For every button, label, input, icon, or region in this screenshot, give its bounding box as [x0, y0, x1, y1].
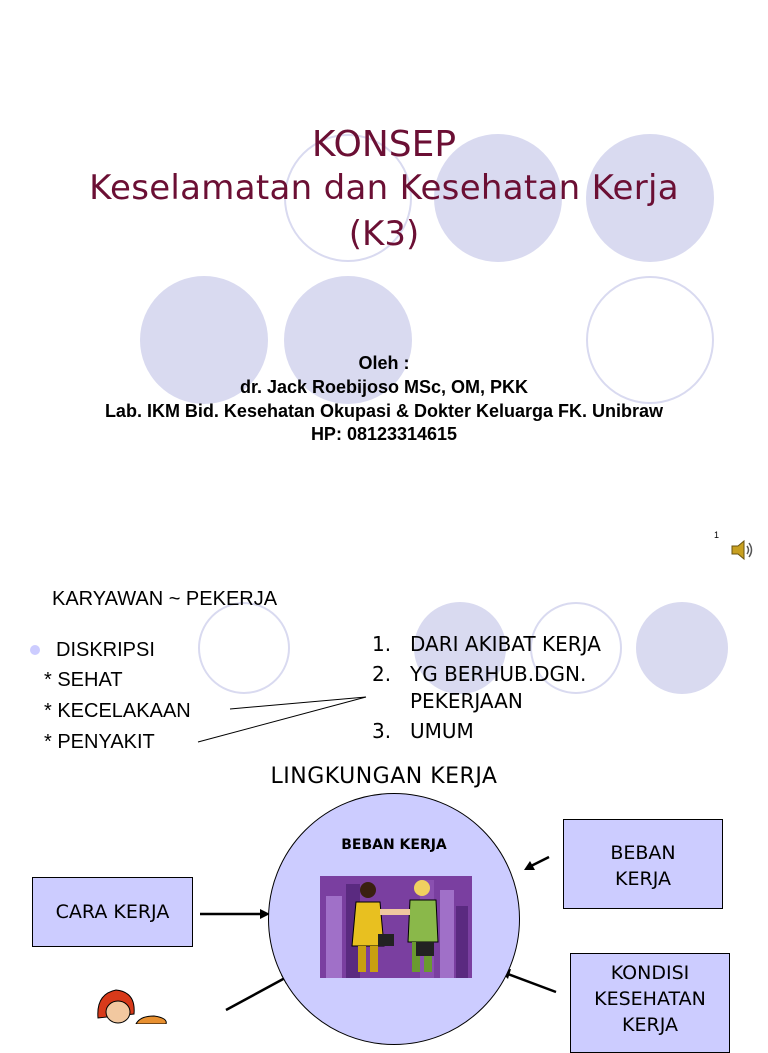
by-label: Oleh : [358, 353, 410, 373]
author-phone: HP: 08123314615 [310, 424, 458, 444]
numbered-item-number: 2. [372, 662, 392, 686]
slide-heading: KARYAWAN ~ PEKERJA [52, 588, 278, 610]
list-item: * PENYAKIT [44, 731, 155, 753]
author-affiliation: Lab. IKM Bid. Kesehatan Okupasi & Dokter Keluarga FK. Unibraw [104, 401, 664, 421]
page-number: 1 [714, 530, 720, 540]
author-name: dr. Jack Roebijoso MSc, OM, PKK [239, 377, 529, 397]
workload-circle-label: BEBAN KERJA [341, 837, 447, 853]
numbered-item-text: YG BERHUB.DGN. [410, 662, 587, 686]
slide-title-acronym: (K3) [348, 214, 420, 254]
health-condition-box [570, 953, 730, 1053]
environment-label: LINGKUNGAN KERJA [270, 764, 498, 789]
workload-box-line: KERJA [615, 868, 671, 890]
list-item: * KECELAKAAN [44, 700, 191, 722]
health-condition-line: KESEHATAN [594, 988, 706, 1010]
numbered-item-text: UMUM [410, 719, 474, 743]
bullet-label: DISKRIPSI [56, 639, 155, 661]
workload-box [563, 819, 723, 909]
list-item: * SEHAT [44, 669, 123, 691]
workload-box-line: BEBAN [610, 842, 676, 864]
numbered-item-text: DARI AKIBAT KERJA [410, 632, 601, 656]
health-condition-line: KONDISI [610, 962, 690, 984]
slide-title-subject: Keselamatan dan Kesehatan Kerja [89, 168, 679, 208]
slide-title: KONSEP [311, 124, 457, 165]
numbered-item-number: 3. [372, 719, 392, 743]
work-method-box [32, 877, 193, 947]
numbered-item-text: PEKERJAAN [410, 689, 523, 713]
health-condition-line: KERJA [622, 1014, 678, 1036]
work-method-label: CARA KERJA [55, 901, 170, 923]
handshake-clipart [320, 876, 472, 978]
person-clipart [92, 988, 170, 1024]
numbered-item-number: 1. [372, 632, 392, 656]
